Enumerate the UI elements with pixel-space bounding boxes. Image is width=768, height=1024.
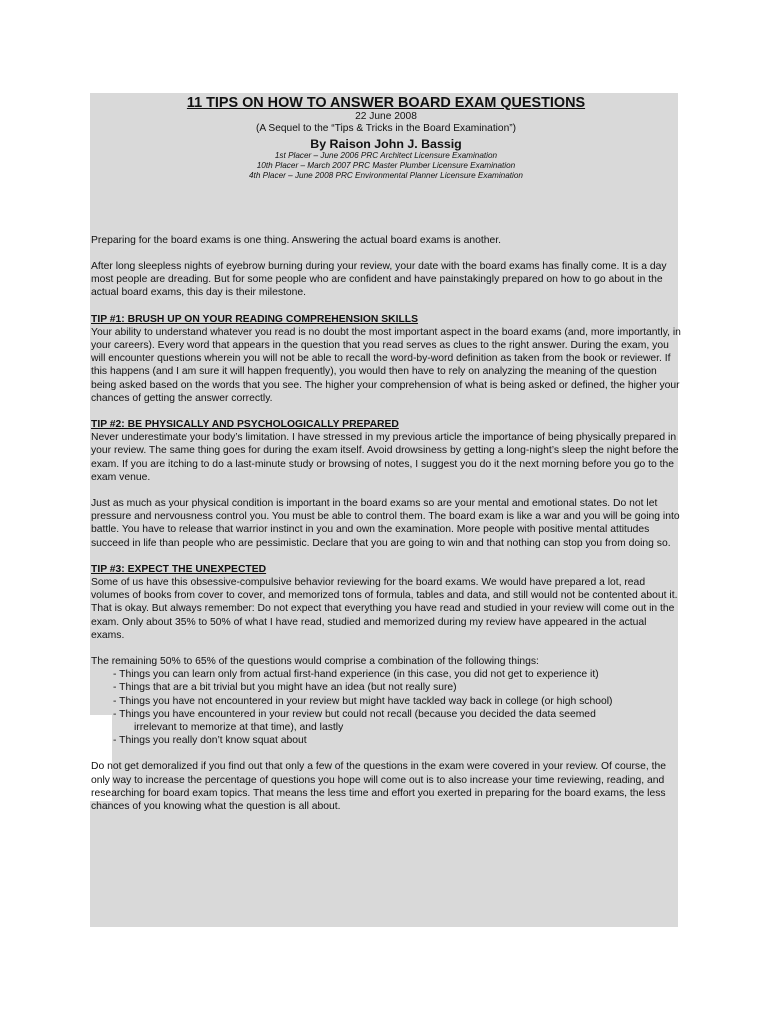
document-body [91,96,681,813]
tip-3-paragraph-3: Do not get demoralized if you find out that only a few of the questions in the exam were covered in your review. Of course, the only way to increase the percentage of questions you hope will come out is to also increase your time reviewing, reading, and researching for board exam topics. That means the less time and effort you exerted in preparing for the board exams, the less chances of you knowing what the question is all about. [91,761,666,813]
question-types-list [91,668,681,747]
intro-paragraph-2: After long sleepless nights of eyebrow burning during your review, your date with the board exams has finally come. It is a day most people are dreading. But for some people who are confident and have painstakingly prepared on how to go about in the actual board exams, this day is their milestone. [91,260,667,299]
tip-3-heading: TIP #3: EXPECT THE UNEXPECTED [91,563,267,575]
document-date: 22 June 2008 [355,111,417,122]
intro-paragraph-1: Preparing for the board exams is one thing. Answering the actual board exams is another. [91,234,501,246]
list-item [113,708,681,734]
list-item-continuation: irrelevant to memorize at that time), and lastly [134,722,344,733]
document-sequel-note: (A Sequel to the “Tips & Tricks in the Board Examination”) [255,123,517,135]
list-item-text: - Things you have encountered in your review but could not recall (because you decided the data seemed [113,708,596,720]
author-credit-3: 4th Placer – June 2008 PRC Environmental Planner Licensure Examination [249,171,523,181]
document-title: 11 TIPS ON HOW TO ANSWER BOARD EXAM QUESTIONS [186,95,586,111]
tip-2-paragraph-2: Just as much as your physical condition is important in the board exams so are your mental and emotional states. Do not let pressure and nervousness control you. You must be able to control them. The board exam is like a war and you will be going into battle. You have to release that warrior instinct in you and own the examination. More people with positive mental attitudes succeed in life than people who are pessimistic. Declare that you are going to win and that nothing can stop you from doing so. [91,497,680,549]
author-credit-1: 1st Placer – June 2006 PRC Architect Licensure Examination [274,150,498,160]
document-author: By Raison John J. Bassig [310,136,462,151]
tip-1-heading: TIP #1: BRUSH UP ON YOUR READING COMPREHENSION SKILLS [91,313,419,325]
tip-2-heading: TIP #2: BE PHYSICALLY AND PSYCHOLOGICALLY PREPARED [91,418,399,430]
tip-3-paragraph-2: The remaining 50% to 65% of the questions would comprise a combination of the following things: [91,655,539,667]
tip-2-paragraph-1: Never underestimate your body’s limitation. I have stressed in my previous article the importance of being physically prepared in your review. The same thing goes for during the exam itself. Avoid drowsiness by getting a long-night’s sleep the night before the exam. If you are itching to do a last-minute study or browsing of notes, I suggest you do it the next morning before you go to the exam venue. [91,432,679,483]
list-item: - Things that are a bit trivial but you might have an idea (but not really sure) [113,682,457,694]
tip-1-paragraph: Your ability to understand whatever you read is no doubt the most important aspect in the board exams (and, more importantly, in your careers). Every word that appears in the question that you read serves as clues to the right answer. During the exam, you will encounter questions wherein you will not be able to recall the word-by-word definition as taken from the book or reviewer. If this happens (and I am sure it will happen frequently), you would then have to rely on analyzing the meaning of the question being asked based on the words that you see. The higher your comprehension of what is being asked or defined, the higher your chances of getting the answer correctly. [91,326,681,404]
list-item: - Things you have not encountered in your review but might have tackled way back in college (or high school) [113,695,613,707]
author-credit-2: 10th Placer – March 2007 PRC Master Plumber Licensure Examination [256,161,516,171]
tip-3-paragraph-1: Some of us have this obsessive-compulsive behavior reviewing for the board exams. We would have prepared a lot, read volumes of books from cover to cover, and memorized tons of formula, tables and data, and still would not be contented about it. That is okay. But always remember: Do not expect that everything you have read and studied in your review will come out in the exam. Only about 35% to 50% of what I have read, studied and memorized during my review have appeared in the actual exams. [91,576,678,641]
list-item: - Things you really don’t know squat about [113,735,307,747]
list-item: - Things you can learn only from actual first-hand experience (in this case, you did not get to experience it) [113,669,599,681]
